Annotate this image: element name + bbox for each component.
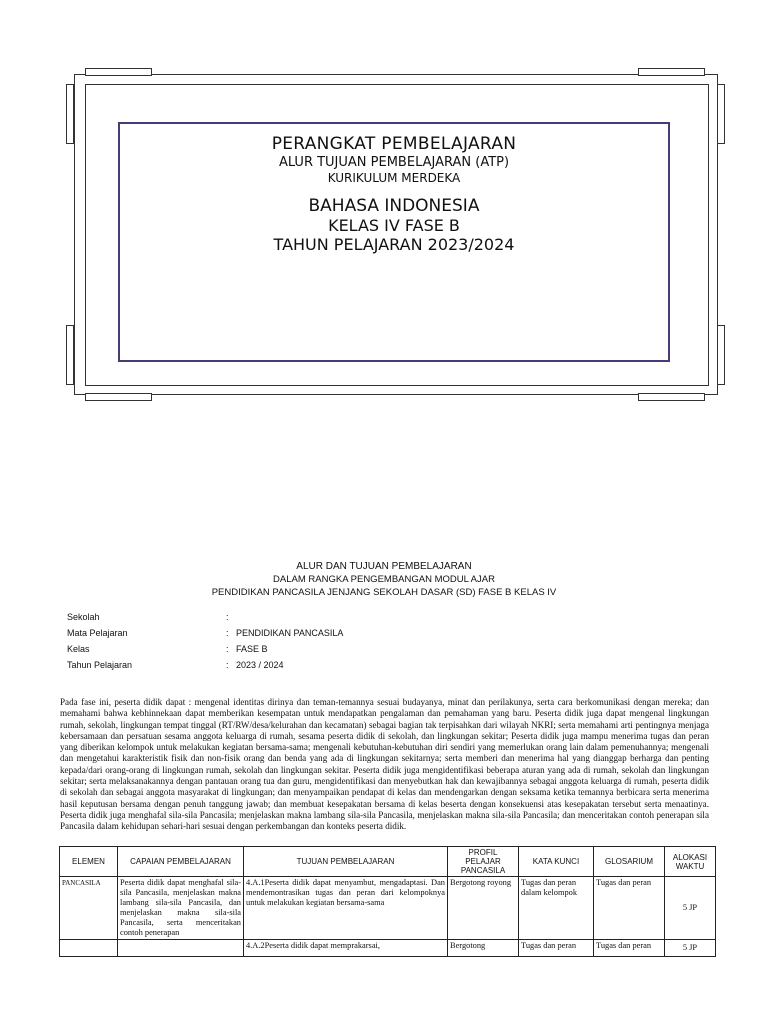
info-row-year [67, 657, 436, 673]
info-value: PENDIDIKAN PANCASILA [236, 628, 344, 638]
learning-outcome-paragraph: Pada fase ini, peserta didik dapat : mengenal identitas dirinya dan teman-temannya sesuai budayanya, minat dan perilakunya, serta cara berkomunikasi dengan mereka; dan memahami bahwa kebhinnekaan dapat memberikan kesempatan untuk mendapatkan pengalaman dan pemahaman yang baru. Peserta didik juga dapat mengenal lingkungan rumah, sekolah, lingkungan tempat tinggal (RT/RW/desa/kelurahan dan kecamatan) sebagai bagian tak terpisahkan dari wilayah NKRI; serta memahami arti pentingnya menjaga kebersamaan dan persatuan sesama anggota keluarga di rumah, sesama peserta didik di sekolah, dan lingkungan sekitar; Peserta didik juga mampu menerima tugas dan peran yang diberikan kelompok untuk melakukan kegiatan bersama-sama; mengenali kebutuhan-kebutuhan diri sendiri yang memerlukan orang lain dalam pemenuhannya; mengenali dan mengetahui karakteristik fisik dan non-fisik orang dan benda yang ada di lingkungan sekitarnya; serta memberi dan menerima hal yang dianggap berharga dan penting kepada/dari orang-orang di lingkungan rumah, sekolah dan lingkungan sekitar. Peserta didik juga mengidentifikasi beberapa aturan yang ada di rumah, sekolah dan lingkungan sekitar; serta melaksanakannya dengan pantauan orang tua dan guru, mengidentifikasi dan menyebutkan hak dan kewajibannya sebagai anggota keluarga di rumah, peserta didik di sekolah dan sebagai anggota masyarakat di lingkungan; dan menyampaikan pendapat di kelas dan mendengarkan dengan seksama ketika temannya berbicara serta menerima hasil keputusan bersama dengan penuh tanggung jawab; dan membuat kesepakatan bersama di kelas beserta dengan konsekuensi atas kesepakatan tersebut serta menaatinya. Peserta didik juga menghafal sila-sila Pancasila; menjelaskan makna lambang sila-sila Pancasila, menjelaskan makna sila-sila Pancasila; dan menceritakan contoh penerapan sila Pancasila dalam kehidupan sehari-hari sesuai dengan perkembangan dan konteks peserta didik. [60, 697, 709, 832]
cell-glosarium: Tugas dan peran [594, 940, 665, 957]
cover-title: PERANGKAT PEMBELAJARAN [271, 134, 517, 154]
info-colon: : [226, 612, 229, 622]
info-colon: : [226, 660, 229, 670]
table-row [60, 877, 716, 940]
cell-elemen: PANCASILA [60, 877, 118, 940]
info-row-subject [67, 625, 436, 641]
info-value: FASE B [236, 644, 268, 654]
column-header-kata-kunci: KATA KUNCI [519, 847, 594, 877]
info-block [67, 609, 436, 673]
info-row-class [67, 641, 436, 657]
cover-subject: BAHASA INDONESIA [308, 196, 480, 216]
cell-capaian [118, 940, 244, 957]
doc-heading: ALUR DAN TUJUAN PEMBELAJARAN [296, 561, 472, 572]
table-row [60, 940, 716, 957]
cell-alokasi: 5 JP [665, 877, 716, 940]
info-value [236, 609, 436, 625]
atp-table [59, 846, 716, 957]
info-label: Tahun Pelajaran [67, 660, 133, 670]
cell-alokasi: 5 JP [665, 940, 716, 957]
cell-elemen [60, 940, 118, 957]
cover-subtitle-curriculum: KURIKULUM MERDEKA [327, 171, 461, 185]
cover-year: TAHUN PELAJARAN 2023/2024 [273, 235, 515, 254]
cell-kata-kunci: Tugas dan peran [519, 940, 594, 957]
info-label: Mata Pelajaran [67, 628, 128, 638]
column-header-elemen: ELEMEN [60, 847, 118, 877]
cell-profil: Bergotong [448, 940, 519, 957]
frame-corner-tab [85, 68, 152, 76]
cell-profil: Bergotong royong [448, 877, 519, 940]
frame-side-tab [717, 325, 725, 385]
cell-tujuan: 4.A.1Peserta didik dapat menyambut, mengadaptasi. Dan mendemontrasikan tugas dan peran dari kelompoknya untuk melakukan kegiatan bersama-sama [244, 877, 448, 940]
column-header-alokasi: ALOKASI WAKTU [665, 847, 716, 877]
cell-tujuan: 4.A.2Peserta didik dapat memprakarsai, [244, 940, 448, 957]
frame-side-tab [66, 325, 74, 385]
frame-side-tab [66, 84, 74, 144]
frame-corner-tab [638, 68, 705, 76]
info-label: Sekolah [67, 612, 100, 622]
cover-class: KELAS IV FASE B [328, 216, 460, 235]
column-header-capaian: CAPAIAN PEMBELAJARAN [118, 847, 244, 877]
table-header-row [60, 847, 716, 877]
column-header-profil: PROFIL PELAJAR PANCASILA [448, 847, 519, 877]
cover-subtitle-atp: ALUR TUJUAN PEMBELAJARAN (ATP) [278, 155, 510, 170]
info-value: 2023 / 2024 [236, 660, 284, 670]
cell-capaian: Peserta didik dapat menghafal sila-sila Pancasila, menjelaskan makna lambang sila-sila Pancasila, dan menjelaskan makna sila-sila Pancasila, serta menceritakan contoh penerapan [118, 877, 244, 940]
info-label: Kelas [67, 644, 90, 654]
doc-subheading-subject: PENDIDIKAN PANCASILA JENJANG SEKOLAH DASAR (SD) FASE B KELAS IV [211, 587, 557, 598]
cell-kata-kunci: Tugas dan peran dalam kelompok [519, 877, 594, 940]
column-header-glosarium: GLOSARIUM [594, 847, 665, 877]
doc-subheading: DALAM RANGKA PENGEMBANGAN MODUL AJAR [273, 574, 495, 585]
cell-glosarium: Tugas dan peran [594, 877, 665, 940]
frame-side-tab [717, 84, 725, 144]
frame-corner-tab [85, 393, 152, 401]
frame-corner-tab [638, 393, 705, 401]
info-row-school [67, 609, 436, 625]
info-colon: : [226, 644, 229, 654]
info-colon: : [226, 628, 229, 638]
column-header-tujuan: TUJUAN PEMBELAJARAN [244, 847, 448, 877]
